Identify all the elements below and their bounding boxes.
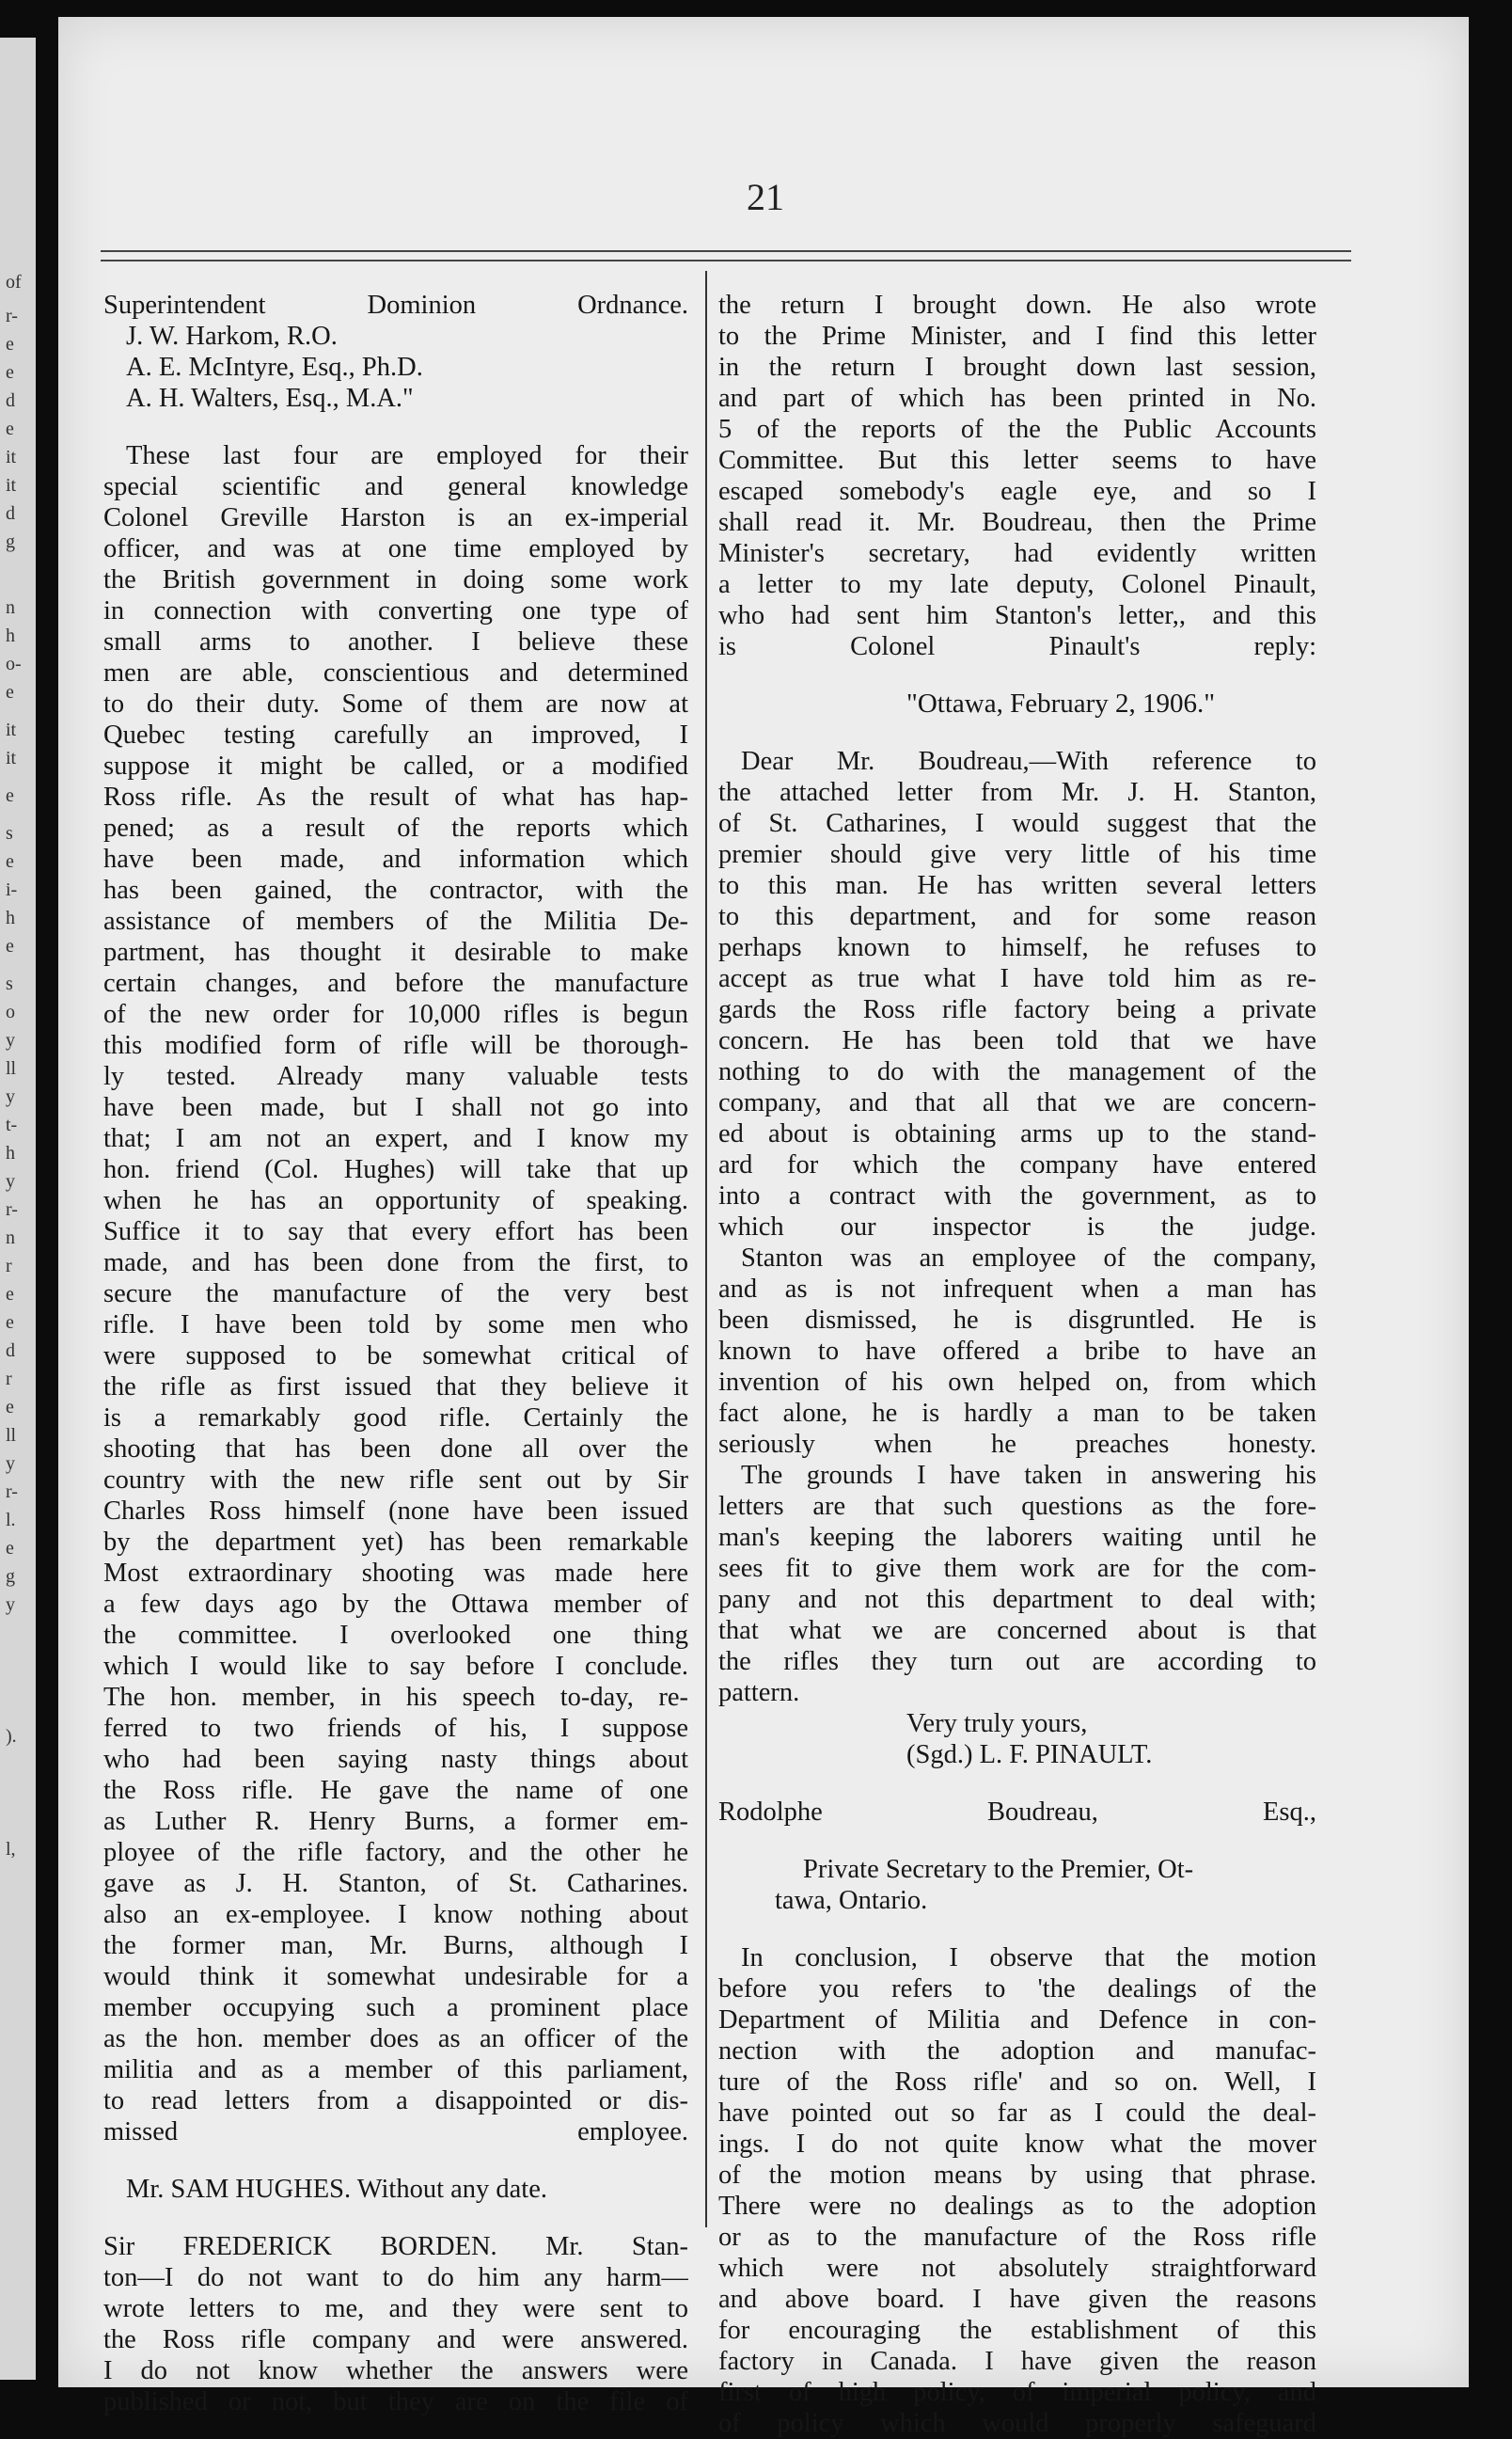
previous-page-text-fragment: o- (6, 654, 22, 674)
text-line: Quebec testing carefully an improved, I (103, 721, 688, 750)
paragraph-gap (103, 2205, 688, 2231)
paragraph-gap (718, 1770, 1316, 1797)
previous-page-text-fragment: g (6, 531, 15, 552)
previous-page-text-fragment: y (6, 1453, 15, 1474)
text-line: There were no dealings as to the adoption (718, 2192, 1316, 2221)
text-line: known to have offered a bribe to have an (718, 1337, 1316, 1366)
text-line: rifle. I have been told by some men who (103, 1310, 688, 1339)
previous-page-text-fragment: e (6, 1397, 14, 1417)
text-line: wrote letters to me, and they were sent to (103, 2294, 688, 2323)
previous-page-text-fragment: r- (6, 1199, 18, 1220)
text-line: ture of the Ross rifle' and so on. Well, I (718, 2067, 1316, 2097)
previous-page-text-fragment: it (6, 748, 17, 768)
text-line: the British government in doing some work (103, 565, 688, 594)
previous-page-text-fragment: e (6, 1312, 14, 1333)
text-line: to this department, and for some reason (718, 902, 1316, 931)
text-line: been dismissed, he is disgruntled. He is (718, 1306, 1316, 1335)
text-line: (Sgd.) L. F. PINAULT. (906, 1740, 1153, 1769)
text-line: a few days ago by the Ottawa member of (103, 1590, 688, 1619)
previous-page-text-fragment: o (6, 1002, 15, 1022)
text-line: The hon. member, in his speech to-day, re- (103, 1683, 688, 1712)
previous-page-text-fragment: y (6, 1030, 15, 1051)
text-line: and part of which has been printed in No. (718, 384, 1316, 413)
text-line: Stanton was an employee of the company, (741, 1243, 1316, 1273)
text-line: "Ottawa, February 2, 1906." (906, 689, 1216, 719)
text-line: Charles Ross himself (none have been issued (103, 1497, 688, 1526)
text-line: is a remarkably good rifle. Certainly the (103, 1403, 688, 1433)
text-line: tawa, Ontario. (775, 1886, 928, 1915)
text-line: Suffice it to say that every effort has been (103, 1217, 688, 1246)
text-line: ferred to two friends of his, I suppose (103, 1714, 688, 1743)
previous-page-text-fragment: r- (6, 306, 18, 326)
text-line: the Ross rifle company and were answered. (103, 2325, 688, 2354)
document-page (58, 17, 1469, 2438)
text-line: gards the Ross rifle factory being a private (718, 995, 1316, 1024)
text-line: ard for which the company have entered (718, 1150, 1316, 1180)
text-line: the rifle as first issued that they believe it (103, 1372, 688, 1402)
previous-page-text-fragment: y (6, 1086, 15, 1107)
text-line: Very truly yours, (906, 1709, 1088, 1738)
text-line: who had been saying nasty things about (103, 1745, 688, 1774)
text-line: has been gained, the contractor, with the (103, 876, 688, 905)
text-line: who had sent him Stanton's letter,, and this (718, 601, 1316, 630)
previous-page-text-fragment: y (6, 1171, 15, 1192)
text-line: as the hon. member does as an officer of the (103, 2024, 688, 2053)
previous-page-text-fragment: ll (6, 1058, 17, 1079)
previous-page-text-fragment: d (6, 503, 15, 524)
text-line: pany and not this department to deal with; (718, 1585, 1316, 1614)
text-line: pened; as a result of the reports which (103, 814, 688, 843)
text-line: man's keeping the laborers waiting until he (718, 1523, 1316, 1552)
text-line: Department of Militia and Defence in con- (718, 2005, 1316, 2035)
previous-page-text-fragment: i- (6, 879, 18, 900)
text-line: made, and has been done from the first, to (103, 1248, 688, 1277)
previous-page-text-fragment: h (6, 626, 15, 646)
previous-page-text-fragment: l. (6, 1510, 16, 1530)
text-line: fact alone, he is hardly a man to be taken (718, 1399, 1316, 1428)
text-line: men are able, conscientious and determined (103, 658, 688, 688)
text-line: ings. I do not quite know what the mover (718, 2130, 1316, 2159)
previous-page-text-fragment: ). (6, 1726, 17, 1747)
text-line: These last four are employed for their (126, 441, 688, 470)
text-line: seriously when he preaches honesty. (718, 1430, 1316, 1459)
previous-page-text-fragment: h (6, 1143, 15, 1164)
text-line: into a contract with the government, as to (718, 1181, 1316, 1211)
text-line: have been made, and information which (103, 845, 688, 874)
text-line: a letter to my late deputy, Colonel Pinault, (718, 570, 1316, 599)
text-line: of the motion means by using that phrase. (718, 2161, 1316, 2190)
paragraph-gap (718, 720, 1316, 746)
paragraph-gap (103, 2147, 688, 2174)
text-line: the rifles they turn out are according to (718, 1647, 1316, 1676)
text-line: in connection with converting one type of (103, 596, 688, 626)
text-line: officer, and was at one time employed by (103, 534, 688, 563)
previous-page-text-fragment: e (6, 785, 14, 806)
text-line: ployee of the rifle factory, and the other he (103, 1838, 688, 1867)
text-line: that; I am not an expert, and I know my (103, 1124, 688, 1153)
previous-page-text-fragment: e (6, 936, 14, 957)
text-line: sees fit to give them work are for the com- (718, 1554, 1316, 1583)
text-line: which were not absolutely straightforward (718, 2254, 1316, 2283)
text-line: which our inspector is the judge. (718, 1212, 1316, 1242)
previous-page-text-fragment: ll (6, 1425, 17, 1446)
text-line: Sir FREDERICK BORDEN. Mr. Stan- (103, 2232, 688, 2261)
previous-page-text-fragment: g (6, 1566, 15, 1587)
text-line: shooting that has been done all over the (103, 1434, 688, 1464)
previous-page-text-fragment: n (6, 597, 15, 618)
previous-page-text-fragment: r- (6, 1481, 18, 1502)
text-line: Committee. But this letter seems to have (718, 446, 1316, 475)
text-line: as Luther R. Henry Burns, a former em- (103, 1807, 688, 1836)
text-line: partment, has thought it desirable to make (103, 938, 688, 967)
right-column (718, 290, 1316, 2439)
previous-page-text-fragment: of (6, 272, 22, 293)
text-line: invention of his own helped on, from which (718, 1368, 1316, 1397)
text-line: or as to the manufacture of the Ross rifle (718, 2223, 1316, 2252)
text-line: the committee. I overlooked one thing (103, 1621, 688, 1650)
text-line: also an ex-employee. I know nothing about (103, 1900, 688, 1929)
text-line: Superintendent Dominion Ordnance. (103, 291, 688, 320)
previous-page-text-fragment: it (6, 720, 17, 740)
text-line: the attached letter from Mr. J. H. Stanton, (718, 778, 1316, 807)
text-line: nection with the adoption and manufac- (718, 2036, 1316, 2066)
page-number: 21 (747, 176, 784, 218)
text-line: this modified form of rifle will be thorough- (103, 1031, 688, 1060)
text-line: letters are that such questions as the fore- (718, 1492, 1316, 1521)
text-line: for encouraging the establishment of this (718, 2316, 1316, 2345)
text-line: premier should give very little of his time (718, 840, 1316, 869)
text-line: before you refers to 'the dealings of the (718, 1974, 1316, 2003)
text-line: first of high policy, of imperial policy, and (718, 2378, 1316, 2407)
text-line: The grounds I have taken in answering his (741, 1461, 1316, 1490)
left-column (103, 290, 688, 2417)
text-line: Mr. SAM HUGHES. Without any date. (126, 2175, 547, 2204)
text-line: in the return I brought down last session, (718, 353, 1316, 382)
paragraph-gap (718, 1828, 1316, 1854)
text-line: assistance of members of the Militia De- (103, 907, 688, 936)
text-line: of the new order for 10,000 rifles is begun (103, 1000, 688, 1029)
text-line: to do their duty. Some of them are now at (103, 689, 688, 719)
text-line: Colonel Greville Harston is an ex-imperial (103, 503, 688, 532)
text-line: certain changes, and before the manufacture (103, 969, 688, 998)
previous-page-text-fragment: t- (6, 1115, 18, 1135)
text-line: would think it somewhat undesirable for a (103, 1962, 688, 1991)
previous-page-text-fragment: d (6, 390, 15, 411)
text-line: shall read it. Mr. Boudreau, then the Prime (718, 508, 1316, 537)
text-line: Dear Mr. Boudreau,—With reference to (741, 747, 1316, 776)
previous-page-text-fragment: d (6, 1340, 15, 1361)
text-line: the Ross rifle. He gave the name of one (103, 1776, 688, 1805)
previous-page-text-fragment: s (6, 974, 13, 994)
text-line: suppose it might be called, or a modified (103, 752, 688, 781)
previous-page-text-fragment: l, (6, 1839, 16, 1860)
text-line: pattern. (718, 1678, 800, 1707)
paragraph-gap (103, 414, 688, 440)
previous-page-text-fragment: it (6, 475, 17, 496)
text-line: have been made, but I shall not go into (103, 1093, 688, 1122)
text-line: ly tested. Already many valuable tests (103, 1062, 688, 1091)
text-line: accept as true what I have told him as re- (718, 964, 1316, 993)
text-line: of St. Catharines, I would suggest that the (718, 809, 1316, 838)
text-line: when he has an opportunity of speaking. (103, 1186, 688, 1215)
text-line: company, and that all that we are concern- (718, 1088, 1316, 1117)
previous-page-text-fragment: e (6, 334, 14, 355)
paragraph-gap (718, 1916, 1316, 1942)
text-line: ed about is obtaining arms up to the stand- (718, 1119, 1316, 1148)
text-line: missed employee. (103, 2117, 688, 2146)
text-line: Most extraordinary shooting was made here (103, 1559, 688, 1588)
text-line: factory in Canada. I have given the reason (718, 2347, 1316, 2376)
text-line: In conclusion, I observe that the motion (741, 1943, 1316, 1972)
text-line: gave as J. H. Stanton, of St. Catharines. (103, 1869, 688, 1898)
text-line: 5 of the reports of the the Public Accounts (718, 415, 1316, 444)
text-line: A. H. Walters, Esq., M.A." (126, 384, 414, 413)
previous-page-text-fragment: e (6, 1538, 14, 1559)
text-line: Private Secretary to the Premier, Ot- (803, 1855, 1194, 1884)
text-line: hon. friend (Col. Hughes) will take that up (103, 1155, 688, 1184)
text-line: the return I brought down. He also wrote (718, 291, 1316, 320)
previous-page-text-fragment: e (6, 682, 14, 703)
text-line: concern. He has been told that we have (718, 1026, 1316, 1055)
text-line: and above board. I have given the reasons (718, 2285, 1316, 2314)
text-line: special scientific and general knowledge (103, 472, 688, 501)
text-line: ton—I do not want to do him any harm— (103, 2263, 688, 2292)
text-line: which I would like to say before I conclude. (103, 1652, 688, 1681)
text-line: to read letters from a disappointed or dis- (103, 2086, 688, 2115)
text-line: by the department yet) has been remarkable (103, 1528, 688, 1557)
text-line: were supposed to be somewhat critical of (103, 1341, 688, 1370)
previous-page-text-fragment: y (6, 1594, 15, 1615)
text-line: to this man. He has written several letters (718, 871, 1316, 900)
text-line: J. W. Harkom, R.O. (126, 322, 338, 351)
previous-page-text-fragment: r (6, 1256, 12, 1276)
text-line: is Colonel Pinault's reply: (718, 632, 1316, 661)
paragraph-gap (718, 662, 1316, 689)
text-line: A. E. McIntyre, Esq., Ph.D. (126, 353, 423, 382)
text-line: member occupying such a prominent place (103, 1993, 688, 2022)
text-line: the former man, Mr. Burns, although I (103, 1931, 688, 1960)
text-line: published or not, but they are on the file of (103, 2387, 688, 2416)
previous-page-text-fragment: n (6, 1227, 15, 1248)
text-line: that what we are concerned about is that (718, 1616, 1316, 1645)
text-line: of policy which would properly safeguard (718, 2409, 1316, 2438)
text-line: small arms to another. I believe these (103, 627, 688, 657)
previous-page-text-fragment: h (6, 908, 15, 928)
text-line: Rodolphe Boudreau, Esq., (718, 1798, 1316, 1827)
text-line: escaped somebody's eagle eye, and so I (718, 477, 1316, 506)
previous-page-text-fragment: e (6, 362, 14, 383)
text-line: perhaps known to himself, he refuses to (718, 933, 1316, 962)
header-rule-lower (101, 260, 1351, 261)
previous-page-text-fragment: s (6, 823, 13, 844)
previous-page-edge (0, 38, 36, 2380)
previous-page-text-fragment: e (6, 1284, 14, 1305)
text-line: Ross rifle. As the result of what has hap- (103, 783, 688, 812)
previous-page-text-fragment: e (6, 851, 14, 872)
text-line: and as is not infrequent when a man has (718, 1275, 1316, 1304)
previous-page-text-fragment: it (6, 447, 17, 467)
text-line: secure the manufacture of the very best (103, 1279, 688, 1308)
previous-page-text-fragment: r (6, 1369, 12, 1389)
column-divider (705, 271, 707, 2227)
text-line: have pointed out so far as I could the deal- (718, 2098, 1316, 2128)
text-line: nothing to do with the management of the (718, 1057, 1316, 1086)
text-line: Minister's secretary, had evidently written (718, 539, 1316, 568)
previous-page-text-fragment: e (6, 419, 14, 439)
text-line: I do not know whether the answers were (103, 2356, 688, 2385)
text-line: to the Prime Minister, and I find this letter (718, 322, 1316, 351)
text-line: country with the new rifle sent out by Sir (103, 1465, 688, 1495)
text-line: militia and as a member of this parliament, (103, 2055, 688, 2084)
header-rule (101, 250, 1351, 252)
